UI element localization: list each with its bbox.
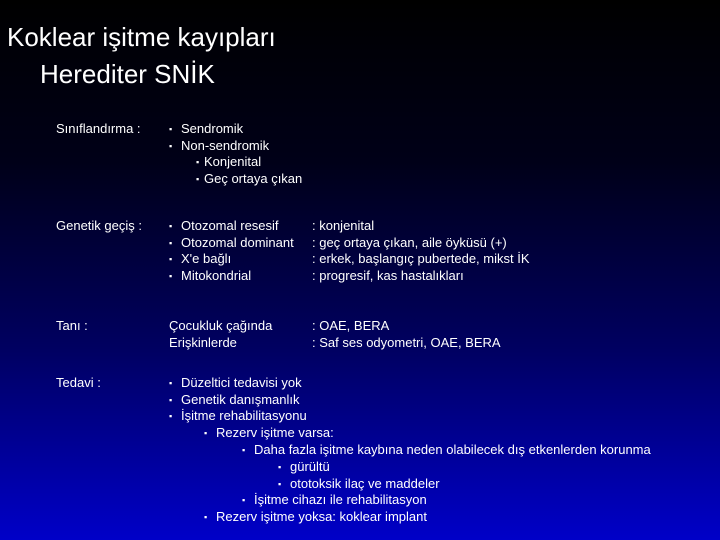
list-item: ▪ Otozomal dominant (169, 234, 294, 250)
list-item: ▪ Mitokondrial (169, 267, 252, 283)
bullet-icon: ▪ (169, 378, 173, 388)
group-text: Çocukluk çağında (169, 318, 273, 333)
treatment-label: Tedavi : (56, 375, 101, 390)
inheritance-types (169, 218, 294, 284)
description-text: : progresif, kas hastalıkları (312, 267, 464, 283)
list-item: ▪ Non-sendromik (169, 137, 270, 153)
bullet-icon: ▪ (169, 221, 173, 231)
bullet-icon: ▪ (278, 462, 282, 472)
diagnosis-methods (312, 318, 501, 351)
treatment-list (169, 375, 307, 425)
list-item: ▪ ototoksik ilaç ve maddeler (278, 475, 440, 491)
inheritance-descriptions (312, 218, 530, 284)
bullet-icon: ▪ (196, 173, 200, 184)
reserve-present-item: ▪ Rezerv işitme varsa: (204, 425, 334, 440)
diagnosis-groups (169, 318, 272, 351)
bullet-icon: ▪ (169, 237, 173, 248)
bullet-icon: ▪ (204, 428, 208, 438)
group-text: Erişkinlerde (169, 334, 237, 350)
bullet-icon: ▪ (169, 394, 173, 405)
list-item: ▪ X'e bağlı (169, 251, 232, 267)
classification-sublist (196, 154, 302, 187)
description-text: : geç ortaya çıkan, aile öyküsü (+) (312, 234, 507, 250)
bullet-icon: ▪ (169, 254, 173, 265)
bullet-icon: ▪ (169, 140, 173, 151)
list-item: ▪ İşitme rehabilitasyonu (169, 408, 307, 424)
bullet-icon: ▪ (278, 478, 282, 489)
method-text: : OAE, BERA (312, 318, 390, 333)
bullet-icon: ▪ (242, 495, 246, 505)
list-item: ▪ gürültü (278, 459, 330, 474)
list-item: ▪ Geç ortaya çıkan (196, 170, 303, 186)
bullet-icon: ▪ (169, 124, 173, 134)
list-item: ▪ Sendromik (169, 121, 244, 136)
description-text: : erkek, başlangıç pubertede, mikst İK (312, 251, 530, 267)
avoid-item: ▪ Daha fazla işitme kaybına neden olabilecek dış etkenlerden korunma (242, 442, 651, 457)
slide-subtitle: Herediter SNİK (40, 59, 215, 89)
diagnosis-label: Tanı : (56, 318, 88, 333)
reserve-absent-item: ▪ Rezerv işitme yoksa: koklear implant (204, 509, 427, 524)
genetic-label: Genetik geçiş : (56, 218, 142, 233)
classification-list (169, 121, 269, 154)
classification-label: Sınıflandırma : (56, 121, 141, 136)
list-item: ▪ Otozomal resesif (169, 218, 279, 233)
hearing-aid-item: ▪ İşitme cihazı ile rehabilitasyon (242, 492, 427, 507)
bullet-icon: ▪ (169, 270, 173, 281)
factors-list (278, 459, 440, 492)
bullet-icon: ▪ (169, 411, 173, 422)
list-item: ▪ Düzeltici tedavisi yok (169, 375, 302, 390)
description-text: : konjenital (312, 218, 375, 233)
list-item: ▪ Genetik danışmanlık (169, 391, 300, 407)
method-text: : Saf ses odyometri, OAE, BERA (312, 334, 501, 350)
bullet-icon: ▪ (242, 445, 246, 455)
bullet-icon: ▪ (204, 512, 208, 522)
bullet-icon: ▪ (196, 157, 200, 167)
slide-title: Koklear işitme kayıpları (7, 22, 276, 52)
list-item: ▪ Konjenital (196, 154, 262, 169)
